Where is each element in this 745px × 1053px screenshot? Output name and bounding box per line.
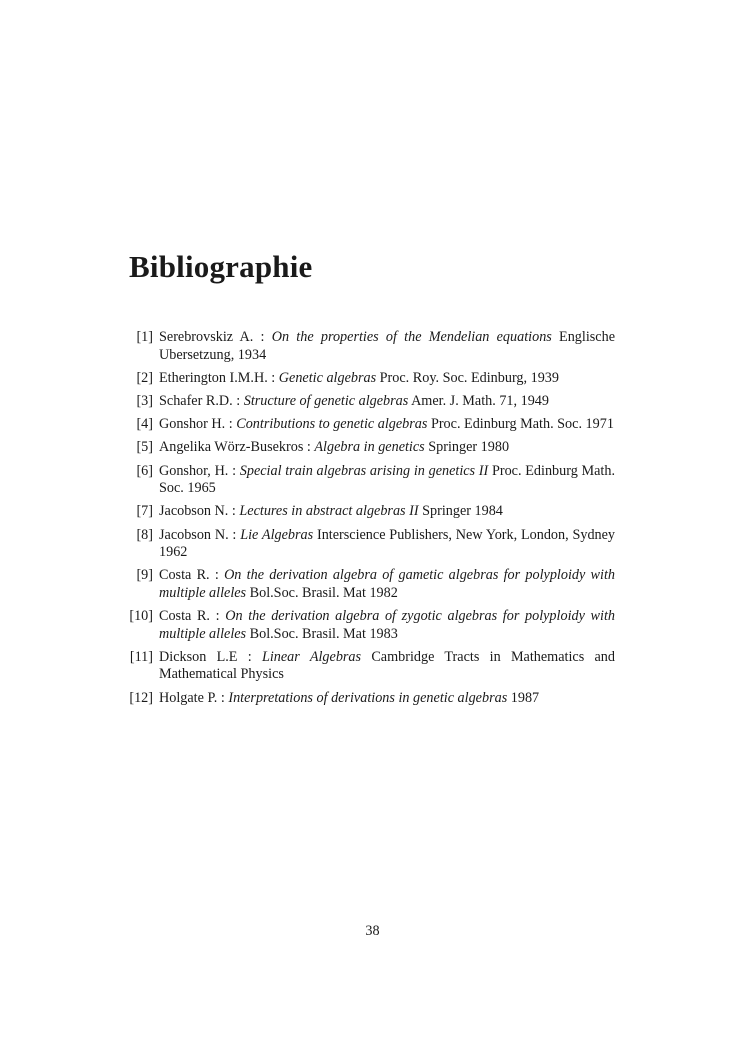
bib-details: Bol.Soc. Brasil. Mat 1983 bbox=[249, 625, 398, 642]
bib-title: Interpretations of derivations in genetic algebras bbox=[228, 689, 508, 706]
bib-entry bbox=[129, 690, 615, 708]
bib-author: Jacobson N. : bbox=[159, 526, 237, 543]
bib-author: Gonshor H. : bbox=[159, 416, 233, 433]
bib-entry bbox=[129, 463, 615, 498]
bib-entry bbox=[129, 416, 615, 434]
bib-author: Costa R. : bbox=[159, 567, 219, 584]
bib-details: Bol.Soc. Brasil. Mat 1982 bbox=[249, 584, 398, 601]
bib-number: [6] bbox=[136, 462, 153, 479]
bib-number: [8] bbox=[136, 526, 153, 543]
bib-title: On the derivation algebra of gametic algebras for polyploidy with multiple alleles bbox=[159, 567, 615, 601]
bib-author: Gonshor, H. : bbox=[159, 462, 237, 479]
bib-entry bbox=[129, 370, 615, 388]
bib-author: Costa R. : bbox=[159, 608, 220, 625]
bib-details: Proc. Edinburg Math. Soc. 1971 bbox=[430, 416, 614, 433]
bib-author: Angelika Wörz-Busekros : bbox=[159, 439, 311, 456]
bib-title: Algebra in genetics bbox=[314, 439, 425, 456]
bib-entry bbox=[129, 608, 615, 643]
bib-title: Special train algebras arising in genetics II bbox=[239, 462, 489, 479]
bib-details: Springer 1980 bbox=[428, 439, 510, 456]
bib-entry bbox=[129, 503, 615, 521]
bib-details: Proc. Roy. Soc. Edinburg, 1939 bbox=[379, 369, 559, 386]
chapter-title: Bibliographie bbox=[129, 249, 313, 284]
bib-details: Proc. Edinburg Math. Soc. 1965 bbox=[159, 462, 615, 497]
bib-author: Holgate P. : bbox=[159, 689, 225, 706]
bib-title: Structure of genetic algebras bbox=[243, 392, 409, 409]
bib-title: Lie Algebras bbox=[240, 526, 314, 543]
bib-number: [7] bbox=[136, 503, 153, 520]
bib-title: Linear Algebras bbox=[261, 648, 362, 665]
bib-details: Interscience Publishers, New York, London, Sydney 1962 bbox=[159, 526, 616, 561]
bib-author: Jacobson N. : bbox=[159, 503, 236, 520]
page-number: 38 bbox=[365, 923, 380, 939]
bibliography-list bbox=[129, 329, 615, 713]
bib-entry bbox=[129, 393, 615, 411]
bib-number: [9] bbox=[136, 567, 153, 584]
bib-author: Etherington I.M.H. : bbox=[159, 369, 276, 386]
bib-number: [3] bbox=[136, 392, 153, 409]
bib-number: [12] bbox=[129, 689, 153, 706]
bib-title: Genetic algebras bbox=[278, 369, 377, 386]
bib-details: 1987 bbox=[510, 689, 540, 706]
bib-number: [2] bbox=[136, 369, 153, 386]
bib-entry bbox=[129, 567, 615, 602]
bib-entry bbox=[129, 649, 615, 684]
bib-author: Serebrovskiz A. : bbox=[159, 329, 265, 345]
bib-number: [1] bbox=[136, 329, 153, 345]
bib-entry bbox=[129, 329, 615, 364]
bib-details: Cambridge Tracts in Mathematics and Mathematical Physics bbox=[159, 648, 615, 683]
bib-number: [5] bbox=[136, 439, 153, 456]
bib-number: [11] bbox=[129, 648, 153, 665]
bib-details: Amer. J. Math. 71, 1949 bbox=[411, 392, 549, 409]
bib-author: Schafer R.D. : bbox=[159, 392, 241, 409]
bib-title: On the derivation algebra of zygotic algebras for polyploidy with multiple alleles bbox=[159, 608, 615, 642]
bib-details: Englische Ubersetzung, 1934 bbox=[159, 329, 615, 363]
bib-title: Contributions to genetic algebras bbox=[236, 416, 428, 433]
bib-entry bbox=[129, 439, 615, 457]
bib-title: On the properties of the Mendelian equations bbox=[271, 329, 552, 345]
bib-number: [10] bbox=[129, 608, 153, 625]
bib-number: [4] bbox=[136, 416, 153, 433]
bib-entry bbox=[129, 527, 615, 562]
bib-author: Dickson L.E : bbox=[159, 648, 252, 665]
bib-details: Springer 1984 bbox=[422, 503, 503, 520]
bib-title: Lectures in abstract algebras II bbox=[239, 503, 419, 520]
